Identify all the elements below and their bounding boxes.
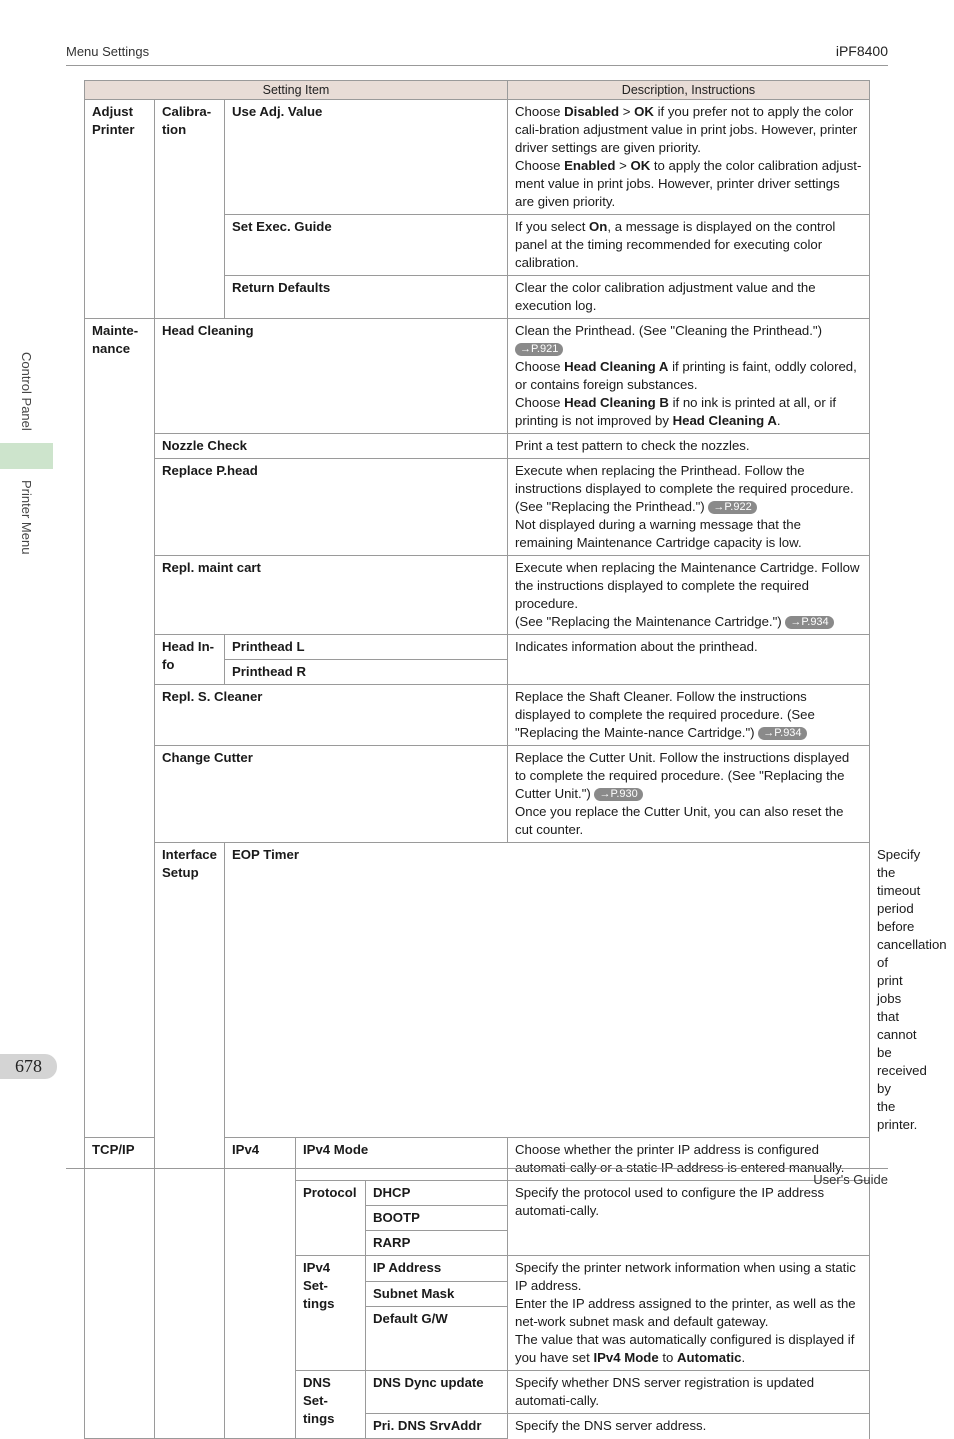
item-rarp: RARP — [366, 1231, 508, 1256]
group-dns-settings: DNS Set- tings — [296, 1371, 366, 1439]
group-interface-setup: Interface Setup — [155, 843, 225, 1439]
table-row — [85, 459, 870, 556]
item-subnet-mask: Subnet Mask — [366, 1281, 508, 1307]
group-ipv4-settings: IPv4 Set- tings — [296, 1256, 366, 1371]
item-use-adj-value: Use Adj. Value — [225, 100, 508, 215]
group-ipv4: IPv4 — [225, 1138, 296, 1439]
sidebar-tab-control-panel: Control Panel — [19, 352, 34, 431]
item-printhead-l: Printhead L — [225, 635, 508, 660]
item-nozzle-check: Nozzle Check — [155, 434, 508, 459]
group-maintenance: Mainte- nance — [85, 319, 155, 1138]
item-repl-s-cleaner: Repl. S. Cleaner — [155, 685, 508, 746]
page-ref-link[interactable]: →P.930 — [594, 788, 642, 801]
item-dns-dync-update: DNS Dync update — [366, 1371, 508, 1414]
item-bootp: BOOTP — [366, 1206, 508, 1231]
settings-table — [84, 80, 947, 1439]
running-footer-guide: User's Guide — [813, 1172, 888, 1187]
item-return-defaults: Return Defaults — [225, 276, 508, 319]
desc-head-info: Indicates information about the printhead. — [508, 635, 870, 685]
table-header-row — [85, 81, 870, 100]
item-repl-maint-cart: Repl. maint cart — [155, 556, 508, 635]
table-row: Interface Setup EOP Timer Specify the timeout period before cancellation of print jobs that cannot be received by the printer. — [85, 843, 870, 1138]
group-protocol: Protocol — [296, 1181, 366, 1256]
page-ref-link[interactable]: →P.934 — [785, 616, 833, 629]
header-rule — [66, 65, 888, 66]
page-number: 678 — [0, 1054, 57, 1079]
group-calibration: Calibra- tion — [155, 100, 225, 319]
sidebar-active-marker — [0, 443, 53, 469]
item-default-gw: Default G/W — [366, 1307, 508, 1371]
desc-ipv4-mode: Choose whether the printer IP address is configured automati-cally or a static IP address is entered manually. — [508, 1138, 870, 1181]
group-adjust-printer: Adjust Printer — [85, 100, 155, 319]
item-eop-timer: EOP Timer — [225, 843, 870, 1138]
table-row — [85, 635, 870, 660]
item-set-exec-guide: Set Exec. Guide — [225, 215, 508, 276]
table-row — [85, 685, 870, 746]
footer-rule — [66, 1168, 888, 1169]
item-ipv4-mode: IPv4 Mode — [296, 1138, 508, 1181]
item-printhead-r: Printhead R — [225, 660, 508, 685]
item-ip-address: IP Address — [366, 1256, 508, 1282]
running-header-model: iPF8400 — [835, 43, 888, 59]
desc-repl-maint-cart: Execute when replacing the Maintenance Cartridge. Follow the instructions displayed to complete the required procedure. (See "Replacing the Maintenance Cartridge.") →P.934 — [508, 556, 870, 635]
item-replace-phead: Replace P.head — [155, 459, 508, 556]
sidebar-tab-printer-menu: Printer Menu — [19, 480, 34, 555]
desc-pri-dns: Specify the DNS server address. — [508, 1414, 870, 1439]
running-header-section: Menu Settings — [66, 44, 150, 59]
desc-protocol: Specify the protocol used to configure the IP address automati-cally. — [508, 1181, 870, 1256]
item-dhcp: DHCP — [366, 1181, 508, 1206]
desc-nozzle-check: Print a test pattern to check the nozzles. — [508, 434, 870, 459]
table-row — [85, 434, 870, 459]
page-ref-link[interactable]: →P.922 — [708, 501, 756, 514]
desc-set-exec-guide: If you select On, a message is displayed on the control panel at the timing recommended for executing color calibration. — [508, 215, 870, 276]
desc-repl-s-cleaner: Replace the Shaft Cleaner. Follow the instructions displayed to complete the required procedure. (See "Replacing the Mainte-nance Cartridge.") →P.934 — [508, 685, 870, 746]
item-change-cutter: Change Cutter — [155, 746, 508, 843]
desc-dns-dync-update: Specify whether DNS server registration is updated automati-cally. — [508, 1371, 870, 1414]
desc-replace-phead: Execute when replacing the Printhead. Follow the instructions displayed to complete the required procedure. (See "Replacing the Printhead.") →P.922 Not displayed during a warning message that the remaining Maintenance Cartridge capacity is low. — [508, 459, 870, 556]
group-tcpip: TCP/IP — [85, 1138, 155, 1439]
desc-change-cutter: Replace the Cutter Unit. Follow the instructions displayed to complete the required procedure. (See "Replacing the Cutter Unit.") →P.930 Once you replace the Cutter Unit, you can also reset the cut counter. — [508, 746, 870, 843]
table-row — [85, 556, 870, 635]
item-head-cleaning: Head Cleaning — [155, 319, 508, 434]
group-head-info: Head In- fo — [155, 635, 225, 685]
page-ref-link[interactable]: →P.921 — [515, 343, 563, 356]
desc-use-adj-value: Choose Disabled > OK if you prefer not to apply the color cali-bration adjustment value in print jobs. However, printer driver settings are given priority. Choose Enabled > OK to apply the color calibration adjust-ment value in print jobs. However, printer driver settings are given priority. — [508, 100, 870, 215]
desc-head-cleaning: Clean the Printhead. (See "Cleaning the Printhead.") →P.921 Choose Head Cleaning A if printing is faint, oddly colored, or contains foreign substances. Choose Head Cleaning B if no ink is printed at all, or if printing is not improved by Head Cleaning A. — [508, 319, 870, 434]
table-row — [85, 100, 870, 215]
desc-return-defaults: Clear the color calibration adjustment value and the execution log. — [508, 276, 870, 319]
desc-ipv4-settings: Specify the printer network information when using a static IP address. Enter the IP address assigned to the printer, as well as the net-work subnet mask and default gateway. The value that was automatically configured is displayed if you have set IPv4 Mode to Automatic. — [508, 1256, 870, 1371]
table-row — [85, 319, 870, 434]
table-row — [85, 746, 870, 843]
page-ref-link[interactable]: →P.934 — [758, 727, 806, 740]
col-setting-item: Setting Item — [85, 81, 508, 100]
item-pri-dns: Pri. DNS SrvAddr — [366, 1414, 508, 1439]
col-description: Description, Instructions — [508, 81, 870, 100]
